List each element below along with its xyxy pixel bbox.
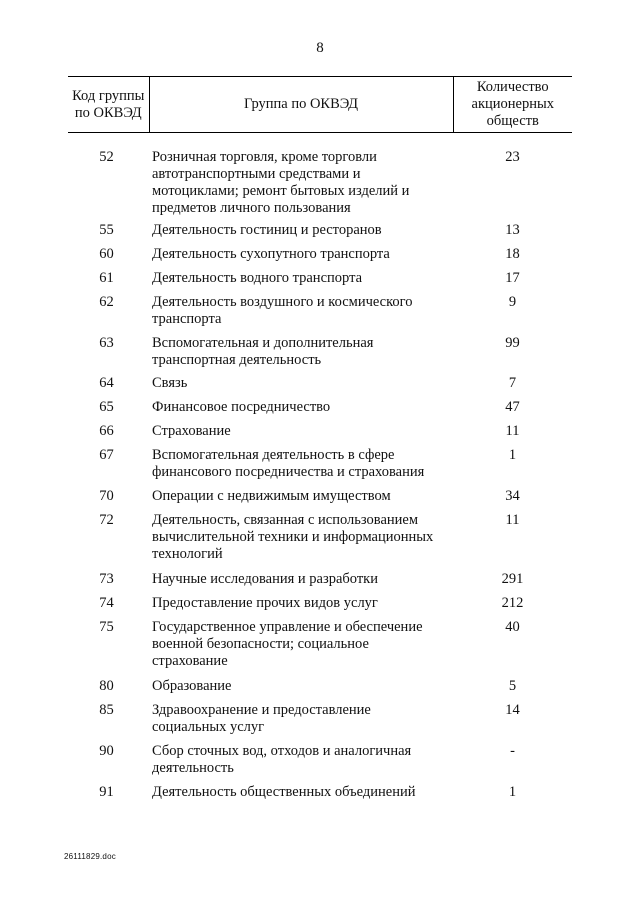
- table-row: [68, 619, 572, 678]
- table-row: [68, 399, 572, 423]
- cell-group: Сбор сточных вод, отходов и аналогичная деятельность: [152, 743, 412, 776]
- header-count: Количество акционерных обществ: [453, 77, 572, 133]
- cell-count: 34: [505, 488, 520, 504]
- cell-group: Здравоохранение и предоставление социальных услуг: [152, 702, 371, 735]
- table-body: [68, 133, 572, 809]
- cell-count: 212: [501, 595, 524, 611]
- table-row: [68, 702, 572, 743]
- table-row: [68, 294, 572, 335]
- cell-group: Образование: [152, 678, 232, 694]
- cell-count: 99: [505, 335, 520, 351]
- cell-count: 5: [508, 678, 517, 694]
- cell-count: 23: [505, 149, 520, 165]
- cell-count: 13: [505, 222, 520, 238]
- cell-count: 11: [505, 512, 520, 528]
- cell-code: 62: [99, 294, 114, 310]
- cell-group: Деятельность воздушного и космического транспорта: [152, 294, 413, 327]
- cell-count: 18: [505, 246, 520, 262]
- cell-group: Деятельность сухопутного транспорта: [152, 246, 390, 262]
- cell-count: 7: [508, 375, 517, 391]
- cell-group: Деятельность водного транспорта: [152, 270, 363, 286]
- cell-count: 9: [508, 294, 517, 310]
- page-number: 8: [316, 40, 324, 56]
- table-row: [68, 678, 572, 702]
- cell-group: Государственное управление и обеспечение военной безопасности; социальное страхование: [152, 619, 423, 669]
- cell-code: 67: [99, 447, 114, 463]
- cell-code: 64: [99, 375, 114, 391]
- cell-count: 40: [505, 619, 520, 635]
- cell-code: 66: [99, 423, 114, 439]
- cell-code: 65: [99, 399, 114, 415]
- cell-count: 1: [508, 447, 517, 463]
- cell-group: Финансовое посредничество: [152, 399, 331, 415]
- table-row: [68, 447, 572, 488]
- table-row: [68, 222, 572, 246]
- table-row: [68, 423, 572, 447]
- cell-code: 55: [99, 222, 114, 238]
- cell-group: Деятельность гостиниц и ресторанов: [152, 222, 382, 238]
- table-row: [68, 270, 572, 294]
- cell-group: Розничная торговля, кроме торговли автотранспортными средствами и мотоциклами; ремонт бытовых изделий и предметов личного пользования: [152, 149, 410, 216]
- cell-code: 80: [99, 678, 114, 694]
- cell-code: 90: [99, 743, 114, 759]
- cell-count: 14: [505, 702, 520, 718]
- table-row: [68, 246, 572, 270]
- table-row: [68, 743, 572, 784]
- table-row: [68, 335, 572, 375]
- cell-code: 61: [99, 270, 114, 286]
- cell-count: 17: [505, 270, 520, 286]
- cell-group: Операции с недвижимым имуществом: [152, 488, 391, 504]
- cell-count: 1: [508, 784, 517, 800]
- table-row: [68, 375, 572, 399]
- cell-code: 70: [99, 488, 114, 504]
- cell-code: 72: [99, 512, 114, 528]
- cell-group: Деятельность общественных объединений: [152, 784, 416, 800]
- cell-count: 47: [505, 399, 520, 415]
- cell-code: 74: [99, 595, 114, 611]
- cell-code: 63: [99, 335, 114, 351]
- cell-group: Страхование: [152, 423, 231, 439]
- cell-code: 60: [99, 246, 114, 262]
- table-header: [68, 77, 572, 133]
- document-id: 26111829.doc: [64, 852, 116, 861]
- cell-group: Вспомогательная деятельность в сфере финансового посредничества и страхования: [152, 447, 425, 480]
- cell-code: 91: [99, 784, 114, 800]
- cell-count: -: [510, 743, 515, 759]
- okved-table: [68, 76, 572, 808]
- cell-code: 52: [99, 149, 114, 165]
- cell-code: 73: [99, 571, 114, 587]
- cell-code: 75: [99, 619, 114, 635]
- table-row: [68, 512, 572, 571]
- table-row: [68, 149, 572, 222]
- table-spacer: [68, 133, 572, 150]
- okved-table-container: [68, 76, 572, 808]
- cell-code: 85: [99, 702, 114, 718]
- header-code: Код группы по ОКВЭД: [68, 77, 149, 133]
- cell-count: 11: [505, 423, 520, 439]
- cell-group: Связь: [152, 375, 188, 391]
- cell-group: Деятельность, связанная с использованием вычислительной техники и информационных технологий: [152, 512, 434, 562]
- table-row: [68, 595, 572, 619]
- header-group: Группа по ОКВЭД: [149, 77, 453, 133]
- table-row: [68, 571, 572, 595]
- table-row: [68, 784, 572, 808]
- cell-count: 291: [501, 571, 524, 587]
- cell-group: Вспомогательная и дополнительная транспортная деятельность: [152, 335, 374, 368]
- table-row: [68, 488, 572, 512]
- cell-group: Предоставление прочих видов услуг: [152, 595, 378, 611]
- cell-group: Научные исследования и разработки: [152, 571, 378, 587]
